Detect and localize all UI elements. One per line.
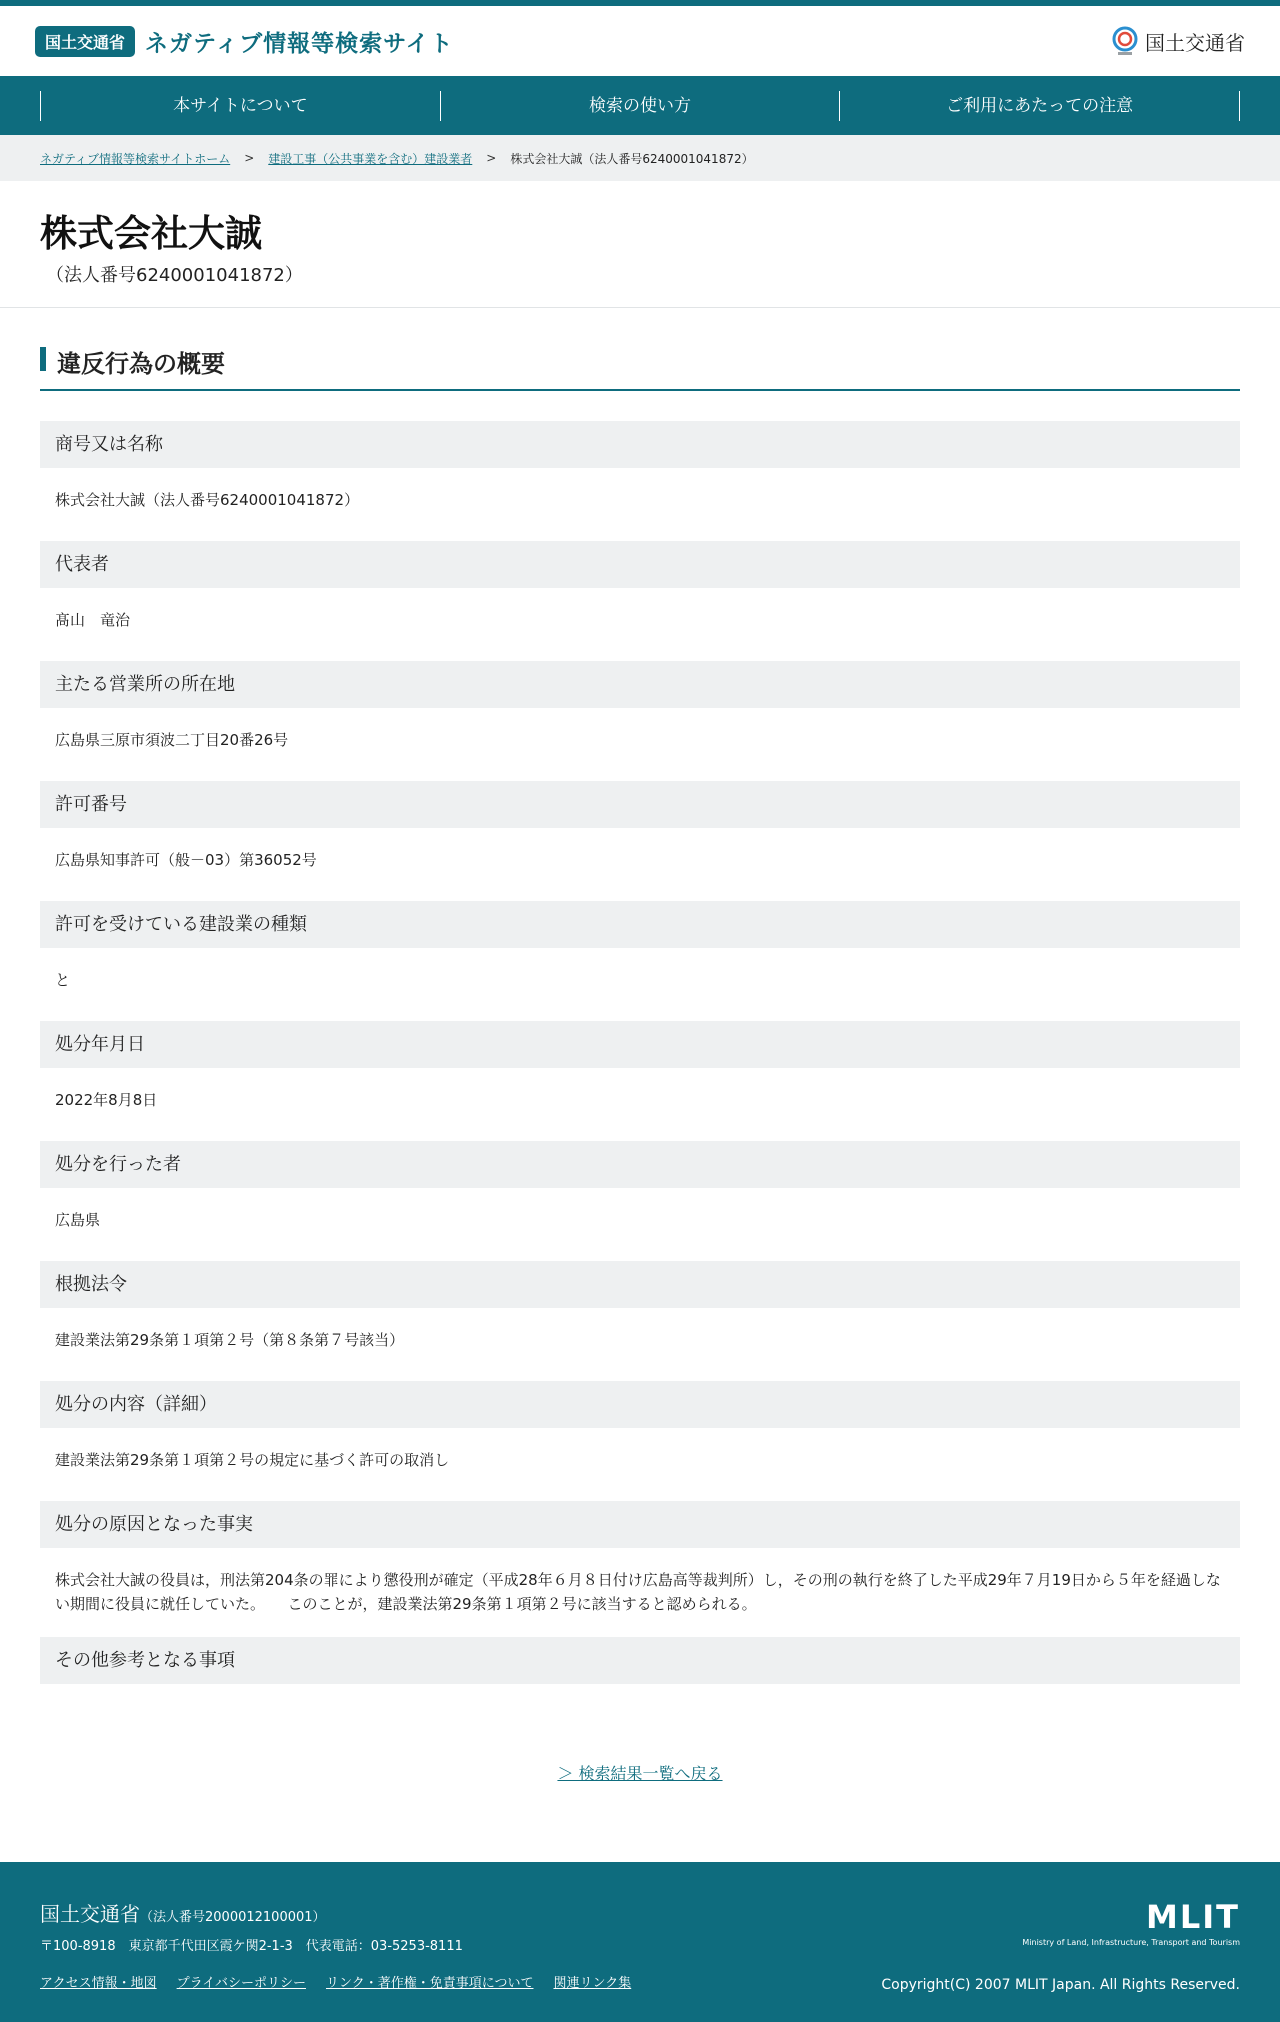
field-legal-basis bbox=[40, 1261, 1240, 1366]
field-business-type bbox=[40, 901, 1240, 1006]
field-label: 商号又は名称 bbox=[40, 421, 1240, 468]
field-other-notes bbox=[40, 1637, 1240, 1684]
mlit-wordmark-subtitle: Ministry of Land, Infrastructure, Transport and Tourism bbox=[1022, 1938, 1240, 1947]
nav-how-to-search[interactable]: 検索の使い方 bbox=[440, 91, 840, 121]
corporate-number: （法人番号6240001041872） bbox=[46, 265, 303, 286]
field-label: 処分の原因となった事実 bbox=[40, 1501, 1240, 1548]
footer-links bbox=[40, 1972, 631, 1991]
footer-link-copyright[interactable]: リンク・著作権・免責事項について bbox=[325, 1976, 534, 1991]
footer-corp-number: （法人番号2000012100001） bbox=[140, 1910, 326, 1925]
footer-address: 〒100-8918 東京都千代田区霞ケ関2-1-3 代表電話：03-5253-8111 bbox=[40, 1939, 463, 1954]
page-title: 株式会社大誠 bbox=[40, 212, 262, 255]
company-title-block bbox=[0, 181, 1280, 308]
field-label: 代表者 bbox=[40, 541, 1240, 588]
field-value: 広島県知事許可（般－03）第36052号 bbox=[55, 851, 317, 869]
footer-link-privacy[interactable]: プライバシーポリシー bbox=[176, 1976, 306, 1991]
site-brand[interactable] bbox=[35, 25, 454, 58]
nav-notes[interactable]: ご利用にあたっての注意 bbox=[839, 91, 1240, 121]
ministry-logo[interactable] bbox=[1111, 26, 1245, 56]
breadcrumb-current: 株式会社大誠（法人番号6240001041872） bbox=[510, 151, 754, 166]
breadcrumb-home[interactable]: ネガティブ情報等検索サイトホーム bbox=[40, 151, 231, 166]
mlit-wordmark-logo: MLIT bbox=[1146, 1898, 1240, 1936]
nav-about[interactable]: 本サイトについて bbox=[40, 91, 440, 121]
field-value: 広島県 bbox=[55, 1211, 101, 1229]
breadcrumb-separator: > bbox=[486, 151, 497, 165]
footer-org-name: 国土交通省 bbox=[40, 1902, 140, 1926]
field-value: 建設業法第29条第１項第２号の規定に基づく許可の取消し bbox=[55, 1451, 450, 1469]
footer-right bbox=[881, 1898, 1240, 1993]
field-value: 建設業法第29条第１項第２号（第８条第７号該当） bbox=[55, 1331, 405, 1349]
mlit-emblem-icon bbox=[1111, 26, 1139, 56]
breadcrumb bbox=[0, 135, 1280, 181]
ministry-badge: 国土交通省 bbox=[35, 26, 135, 57]
field-label: 根拠法令 bbox=[40, 1261, 1240, 1308]
site-footer bbox=[0, 1862, 1280, 2022]
field-label: 主たる営業所の所在地 bbox=[40, 661, 1240, 708]
site-title[interactable]: ネガティブ情報等検索サイト bbox=[145, 30, 454, 57]
ministry-logo-text: 国土交通省 bbox=[1145, 30, 1245, 55]
section-heading: 違反行為の概要 bbox=[40, 344, 1240, 391]
back-to-results-link[interactable]: ＞ 検索結果一覧へ戻る bbox=[557, 1764, 723, 1783]
field-label: 処分を行った者 bbox=[40, 1141, 1240, 1188]
field-value: と bbox=[55, 971, 71, 989]
field-disposition-date bbox=[40, 1021, 1240, 1126]
field-office-address bbox=[40, 661, 1240, 766]
main-content bbox=[0, 308, 1280, 1784]
field-representative bbox=[40, 541, 1240, 646]
field-value: 株式会社大誠の役員は，刑法第204条の罪により懲役刑が確定（平成28年６月８日付け広島高等裁判所）し，その刑の執行を終了した平成29年７月19日から５年を経過しない期間に役員に就任していた。 このことが，建設業法第29条第１項第２号に該当すると認められる。 bbox=[55, 1571, 1221, 1613]
breadcrumb-separator: > bbox=[244, 151, 255, 165]
field-label: 処分の内容（詳細） bbox=[40, 1381, 1240, 1428]
breadcrumb-category[interactable]: 建設工事（公共事業を含む）建設業者 bbox=[268, 151, 473, 166]
footer-link-access[interactable]: アクセス情報・地図 bbox=[40, 1976, 157, 1991]
field-value: 髙山 竜治 bbox=[55, 611, 131, 629]
field-value: 株式会社大誠（法人番号6240001041872） bbox=[55, 491, 360, 509]
site-header bbox=[0, 6, 1280, 76]
footer-link-related[interactable]: 関連リンク集 bbox=[553, 1976, 632, 1991]
field-value: 2022年8月8日 bbox=[55, 1091, 158, 1109]
footer-org bbox=[40, 1898, 631, 1927]
field-value: 広島県三原市須波二丁目20番26号 bbox=[55, 731, 289, 749]
back-to-results bbox=[40, 1761, 1240, 1784]
field-cause-facts bbox=[40, 1501, 1240, 1622]
copyright: Copyright(C) 2007 MLIT Japan. All Rights Reserved. bbox=[881, 1977, 1240, 1993]
field-label: 許可番号 bbox=[40, 781, 1240, 828]
footer-info bbox=[40, 1898, 631, 1993]
field-disposing-authority bbox=[40, 1141, 1240, 1246]
global-nav bbox=[0, 76, 1280, 135]
field-trade-name bbox=[40, 421, 1240, 526]
field-label: その他参考となる事項 bbox=[40, 1637, 1240, 1684]
field-label: 処分年月日 bbox=[40, 1021, 1240, 1068]
field-label: 許可を受けている建設業の種類 bbox=[40, 901, 1240, 948]
field-disposition-details bbox=[40, 1381, 1240, 1486]
field-license-number bbox=[40, 781, 1240, 886]
